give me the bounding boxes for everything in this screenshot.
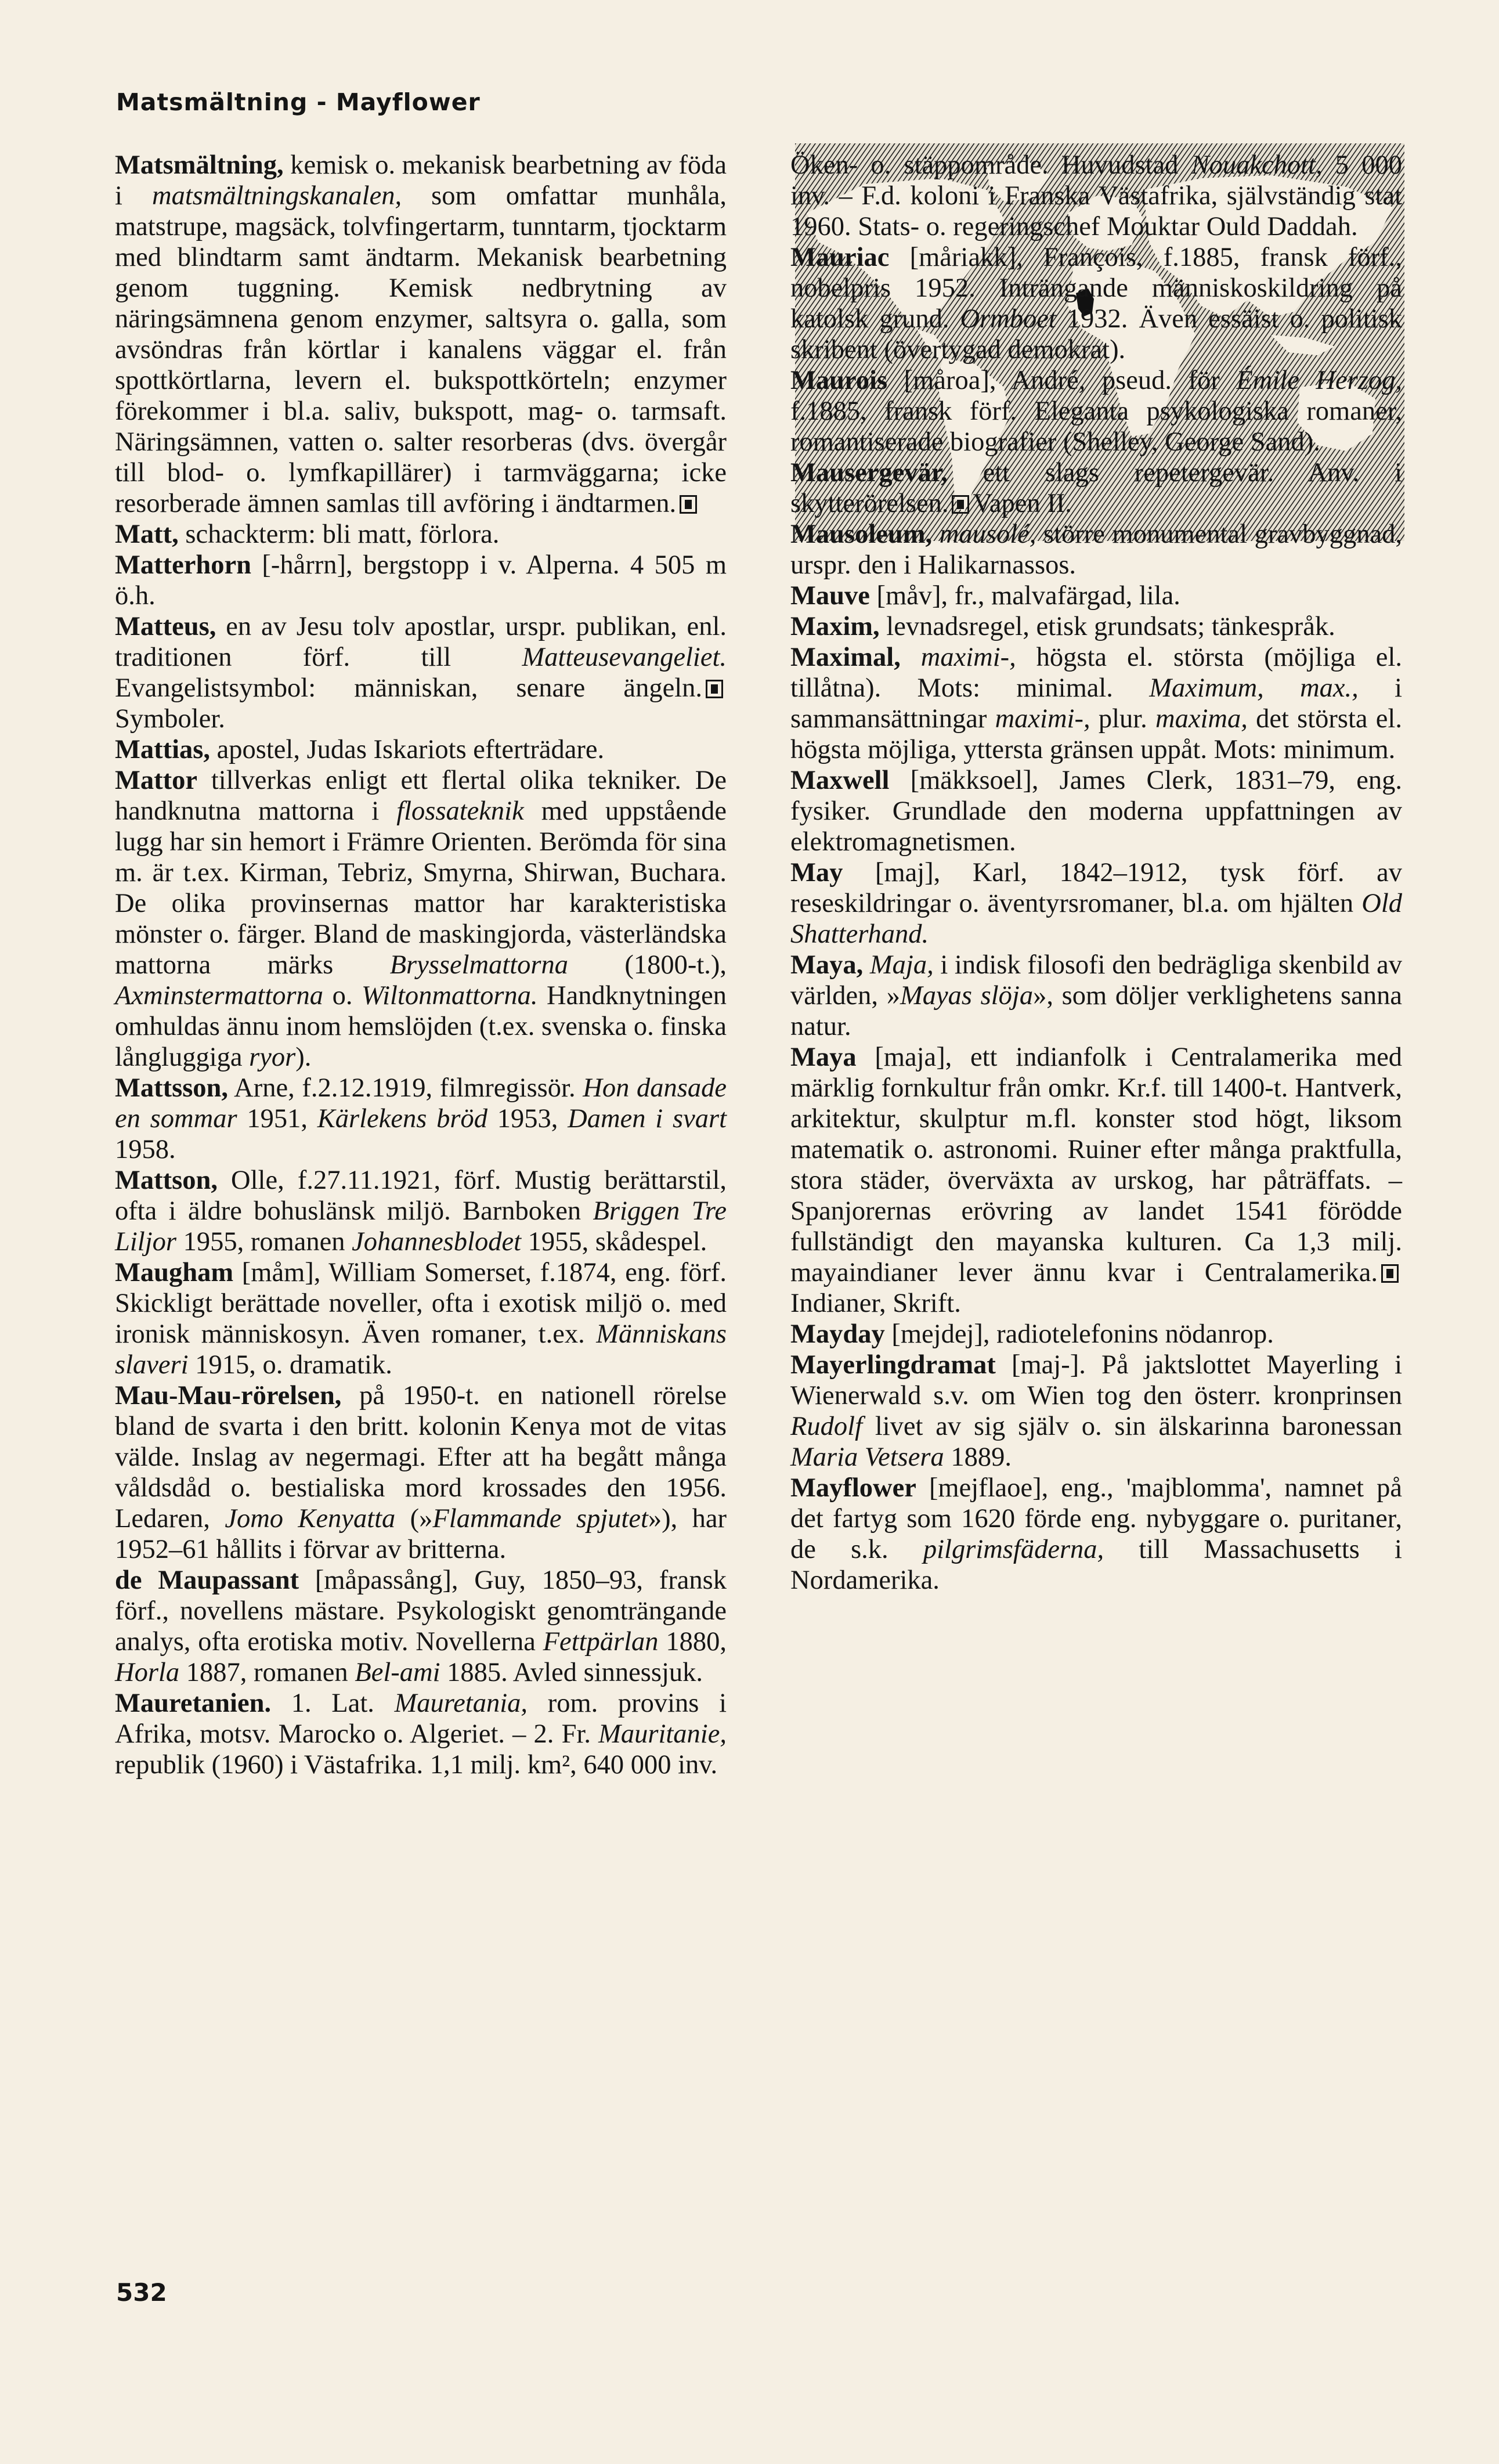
entry-text: [måm], William Somerset, f.1874, eng. förf. Skickligt berättade noveller, ofta i exotisk miljö o. med ironisk människosyn. Även romaner, t.ex. [115, 1258, 727, 1349]
entry-text: till Massachusetts i Nordamerika. [790, 1535, 1402, 1595]
entry-text: kemisk o. mekanisk bearbetning av föda i [115, 150, 727, 211]
entry-text: Indianer, Skrift. [790, 1289, 961, 1318]
entry-text: (1800-t.), [568, 950, 727, 980]
entry-italic-text: mausolé, [939, 520, 1036, 549]
entry-text [932, 520, 940, 549]
entry-text: plur. [1090, 704, 1156, 734]
entry-italic-text: Mauritanie, [598, 1719, 727, 1749]
entry-text: 1955, skådespel. [521, 1227, 707, 1257]
entry-headword: Mayerlingdramat [790, 1350, 996, 1380]
entry-italic-text: Brysselmattorna [389, 950, 569, 980]
entry-text: 1953, [487, 1104, 568, 1134]
entry-text: högsta el. största (möjliga el. tillåtna). Mots: minimal. [790, 643, 1402, 703]
entry-italic-text: Briggen Tre Liljor [115, 1196, 727, 1257]
entry-text: 1880, [658, 1627, 727, 1657]
entry-text: Handknytningen omhuldas ännu inom hemslöjden (t.ex. svenska o. finska långluggiga [115, 981, 727, 1072]
entry-headword: Maugham [115, 1258, 234, 1287]
entry-text: apostel, Judas Iskariots efterträdare. [210, 735, 605, 764]
dictionary-entry [790, 765, 1402, 857]
entry-headword: Mattsson, [115, 1073, 229, 1103]
entry-italic-text: Människans slaveri [115, 1319, 727, 1380]
entry-text: större monumental gravbyggnad, urspr. den i Halikarnassos. [790, 520, 1403, 580]
entry-italic-text: Hon dansade en sommar [115, 1073, 727, 1134]
entry-headword: Matteus, [115, 612, 216, 641]
entry-text: som omfattar munhåla, matstrupe, magsäck, tolvfingertarm, tunntarm, tjocktarm med blindtarm samt ändtarm. Mekanisk bearbetning genom tuggning. Kemisk nedbrytning av näringsämnena genom enzymer, saltsyra o. galla, som avsöndras från körtlar i kanalens väggar el. från spottkörtlarna, levern el. bukspottkörteln; enzymer förekommer i bl.a. saliv, bukspott, mag- o. tarmsaft. Näringsämnen, vatten o. salter resorberas (dvs. övergår till blod- o. lymfkapillärer) i tarmväggarna; icke resorberade ämnen samlas till avföring i ändtarmen. [115, 181, 727, 518]
entry-headword: Maxim, [790, 612, 880, 641]
entry-text: 1958. [115, 1135, 176, 1164]
entry-text: [måriakk], François, f.1885, fransk förf., nobelpris 1952. Inträngande människoskildring på katolsk grund. [790, 243, 1402, 334]
entry-italic-text: Maximum, max., [1149, 673, 1359, 703]
entry-headword: Mausoleum, [790, 520, 933, 549]
entry-italic-text: Horla [115, 1658, 180, 1687]
entry-text: Öken- o. stäppområde. Huvudstad [790, 150, 1191, 180]
dictionary-entry [790, 242, 1402, 365]
entry-text: o. [323, 981, 362, 1011]
left-column [115, 150, 727, 1780]
entry-italic-text: maxima, [1155, 704, 1248, 734]
entry-italic-text: Johannesblodet [352, 1227, 522, 1257]
entry-text [901, 643, 921, 672]
entry-text: på 1950-t. en nationell rörelse bland de svarta i den britt. kolonin Kenya mot de vitas välde. Inslag av negermagi. Efter att ha begått många våldsdåd o. bestialiska mord krossades den 1956. Ledaren, [115, 1381, 727, 1534]
dictionary-entry [790, 1042, 1402, 1319]
dictionary-entry [115, 611, 727, 734]
entry-italic-text: pilgrimsfäderna, [923, 1535, 1104, 1564]
entry-text: 1932. Även essäist o. politisk skribent (övertygad demokrat). [790, 304, 1402, 365]
entry-text: ett slags repetergevär. Anv. i skytterörelsen. [790, 458, 1402, 518]
entry-headword: Mattias, [115, 735, 210, 764]
entry-text: Vapen II. [973, 489, 1072, 518]
entry-text: 1915, o. dramatik. [188, 1350, 392, 1380]
entry-italic-text: Damen i svart [568, 1104, 727, 1134]
entry-text: Evangelistsymbol: människan, senare ängeln. [115, 673, 702, 703]
entry-text: [måroa], André, pseud. för [887, 366, 1237, 395]
entry-italic-text: Wiltonmattorna. [361, 981, 538, 1011]
cross-reference-icon [680, 495, 697, 514]
entry-text: i sammansättningar [790, 673, 1402, 734]
right-column [790, 150, 1402, 1596]
cross-reference-icon [706, 680, 723, 698]
entry-headword: Mauve [790, 581, 870, 611]
entry-headword: Mauriac [790, 243, 890, 272]
entry-text: republik (1960) i Västafrika. 1,1 milj. km², 640 000 inv. [115, 1750, 718, 1780]
entry-text: 1. Lat. [271, 1689, 395, 1718]
entry-headword: Maxwell [790, 766, 890, 795]
dictionary-entry [115, 1688, 727, 1780]
entry-text: »), har 1952–61 hållits i förvar av britterna. [115, 1504, 727, 1564]
dictionary-entry [115, 1165, 727, 1257]
entry-text: [mejdej], radiotelefonins nödanrop. [884, 1319, 1274, 1349]
entry-headword: Mattson, [115, 1166, 218, 1195]
dictionary-entry [115, 1380, 727, 1565]
dictionary-entry [115, 1565, 727, 1688]
entry-italic-text: Ormboet [960, 304, 1056, 334]
entry-italic-text: Rudolf [790, 1412, 862, 1441]
entry-italic-text: Bel-ami [355, 1658, 440, 1687]
dictionary-entry [790, 611, 1402, 642]
entry-headword: Mau-Mau-rörelsen, [115, 1381, 342, 1410]
entry-text: [maj], Karl, 1842–1912, tysk förf. av reseskildringar o. äventyrsromaner, bl.a. om hjälten [790, 858, 1402, 918]
entry-italic-text: Fettpärlan [543, 1627, 659, 1657]
dictionary-entry [115, 765, 727, 1073]
dictionary-entry [115, 1257, 727, 1380]
entry-italic-text: Kärlekens bröd [317, 1104, 487, 1134]
entry-text: [-hårrn], bergstopp i v. Alperna. 4 505 m ö.h. [115, 550, 727, 611]
entry-italic-text: Nouakchott, [1191, 150, 1323, 180]
entry-text: 1955, romanen [176, 1227, 352, 1257]
entry-text: [måv], fr., malvafärgad, lila. [869, 581, 1180, 611]
dictionary-entry [790, 857, 1402, 950]
entry-headword: Matterhorn [115, 550, 251, 580]
entry-text: tillverkas enligt ett flertal olika tekniker. De handknutna mattorna i [115, 766, 727, 826]
entry-italic-text: Maja, [869, 950, 934, 980]
entry-italic-text: ryor [249, 1042, 296, 1072]
entry-text: [mejflaoe], eng., 'majblomma', namnet på det fartyg som 1620 förde eng. nybyggare o. puritaner, de s.k. [790, 1473, 1402, 1564]
entry-headword: Maximal, [790, 643, 901, 672]
cross-reference-icon [952, 495, 969, 514]
entry-text: schackterm: bli matt, förlora. [178, 520, 500, 549]
dictionary-entry [790, 580, 1402, 611]
entry-text: 1885. Avled sinnessjuk. [440, 1658, 703, 1687]
entry-headword: Matt, [115, 520, 179, 549]
dictionary-entry [790, 457, 1402, 519]
dictionary-entry [115, 150, 727, 519]
entry-text: 1887, romanen [179, 1658, 355, 1687]
entry-text: [mäkksoel], James Clerk, 1831–79, eng. fysiker. Grundlade den moderna uppfattningen av elektromagnetismen. [790, 766, 1402, 857]
entry-text: [maja], ett indianfolk i Centralamerika med märklig fornkultur från omkr. Kr.f. till 1400-t. Hantverk, arkitektur, skulptur m.fl. konster stod högt, liksom matematik o. astronomi. Ruiner efter många praktfulla, stora städer, överväxta av urskog, har påträffats. – Spanjorernas erövring av landet 1541 förödde fullständigt den mayanska kulturen. Ca 1,3 milj. mayaindianer lever ännu kvar i Centralamerika. [790, 1042, 1402, 1287]
dictionary-entry [115, 550, 727, 611]
entry-text [863, 950, 870, 980]
entry-italic-text: Émile Herzog, [1236, 366, 1402, 395]
entry-text: 1889. [944, 1442, 1012, 1472]
entry-text: levnadsregel, etisk grundsats; tänkespråk. [879, 612, 1335, 641]
entry-headword: Maya [790, 1042, 857, 1072]
entry-text: [måpassång], Guy, 1850–93, fransk förf., novellens mästare. Psykologiskt genomträngande analys, ofta erotiska motiv. Novellerna [115, 1565, 727, 1657]
entry-headword: Maurois [790, 366, 888, 395]
entry-italic-text: flossateknik [396, 796, 524, 826]
dictionary-entry [790, 150, 1402, 242]
entry-text: en av Jesu tolv apostlar, urspr. publikan, enl. traditionen förf. till [115, 612, 727, 672]
entry-text: Arne, f.2.12.1919, filmregissör. [228, 1073, 583, 1103]
entry-italic-text: Axminstermattorna [115, 981, 324, 1011]
entry-headword: Mauretanien. [115, 1689, 272, 1718]
entry-italic-text: Flammande spjutet [432, 1504, 648, 1534]
dictionary-entry [115, 1073, 727, 1165]
entry-text: 5 000 inv. – F.d. koloni i Franska Västafrika, självständig stat 1960. Stats- o. regeringschef Mouktar Ould Daddah. [790, 150, 1402, 241]
entry-text: (» [395, 1504, 433, 1534]
dictionary-entry [790, 642, 1402, 765]
dictionary-entry [790, 519, 1402, 580]
dictionary-entry [115, 519, 727, 550]
entry-text: [maj-]. På jaktslottet Mayerling i Wienerwald s.v. om Wien tog den österr. kronprinsen [790, 1350, 1402, 1410]
entry-headword: Mayday [790, 1319, 885, 1349]
entry-italic-text: maximi-, [995, 704, 1090, 734]
entry-text: Olle, f.27.11.1921, förf. Mustig berättarstil, ofta i äldre bohuslänsk miljö. Barnboken [115, 1166, 727, 1226]
entry-italic-text: Matteusevangeliet. [522, 643, 727, 672]
dictionary-entry [790, 365, 1402, 457]
entry-headword: Matsmältning, [115, 150, 284, 180]
entry-text: », som döljer verklighetens sanna natur. [790, 981, 1403, 1041]
entry-text: f.1885, fransk förf. Eleganta psykologiska romaner, romantiserade biografier (Shelley, George Sand). [790, 396, 1402, 457]
entry-headword: Maya, [790, 950, 864, 980]
dictionary-entry [790, 950, 1402, 1042]
entry-headword: de Maupassant [115, 1565, 299, 1595]
entry-headword: Mausergevär, [790, 458, 948, 488]
entry-text: det största el. högsta möjliga, yttersta gränsen uppåt. Mots: minimum. [790, 704, 1402, 764]
entry-text: i indisk filosofi den bedrägliga skenbild av världen, » [790, 950, 1402, 1011]
entry-text: livet av sig själv o. sin älskarinna baronessan [862, 1412, 1402, 1441]
entry-italic-text: Maria Vetsera [790, 1442, 944, 1472]
entry-headword: Mattor [115, 766, 197, 795]
entry-italic-text: maximi-, [920, 643, 1016, 672]
entry-italic-text: Old Shatterhand. [790, 889, 1402, 949]
dictionary-entry [790, 1473, 1402, 1596]
cross-reference-icon [1381, 1264, 1399, 1283]
entry-italic-text: Mayas slöja [900, 981, 1034, 1011]
entry-italic-text: matsmältningskanalen, [151, 181, 402, 211]
entry-text: med uppstående lugg har sin hemort i Främre Orienten. Berömda för sina m. är t.ex. Kirman, Tebriz, Smyrna, Shirwan, Buchara. De olika provinsernas mattor har karakteristiska mönster o. färger. Bland de maskingjorda, västerländska mattorna märks [115, 796, 727, 980]
entry-headword: May [790, 858, 843, 888]
page-number: 532 [116, 2278, 167, 2307]
entry-text: ). [295, 1042, 312, 1072]
dictionary-entry [790, 1350, 1402, 1473]
running-header: Matsmältning - Mayflower [116, 88, 481, 116]
entry-italic-text: Jomo Kenyatta [225, 1504, 396, 1534]
entry-italic-text: Mauretania, [394, 1689, 528, 1718]
entry-headword: Mayflower [790, 1473, 916, 1503]
entry-text: Symboler. [115, 704, 225, 734]
dictionary-entry [790, 1319, 1402, 1350]
entry-text: rom. provins i Afrika, motsv. Marocko o. Algeriet. – 2. Fr. [115, 1689, 727, 1749]
dictionary-entry [115, 734, 727, 765]
entry-text: 1951, [237, 1104, 317, 1134]
